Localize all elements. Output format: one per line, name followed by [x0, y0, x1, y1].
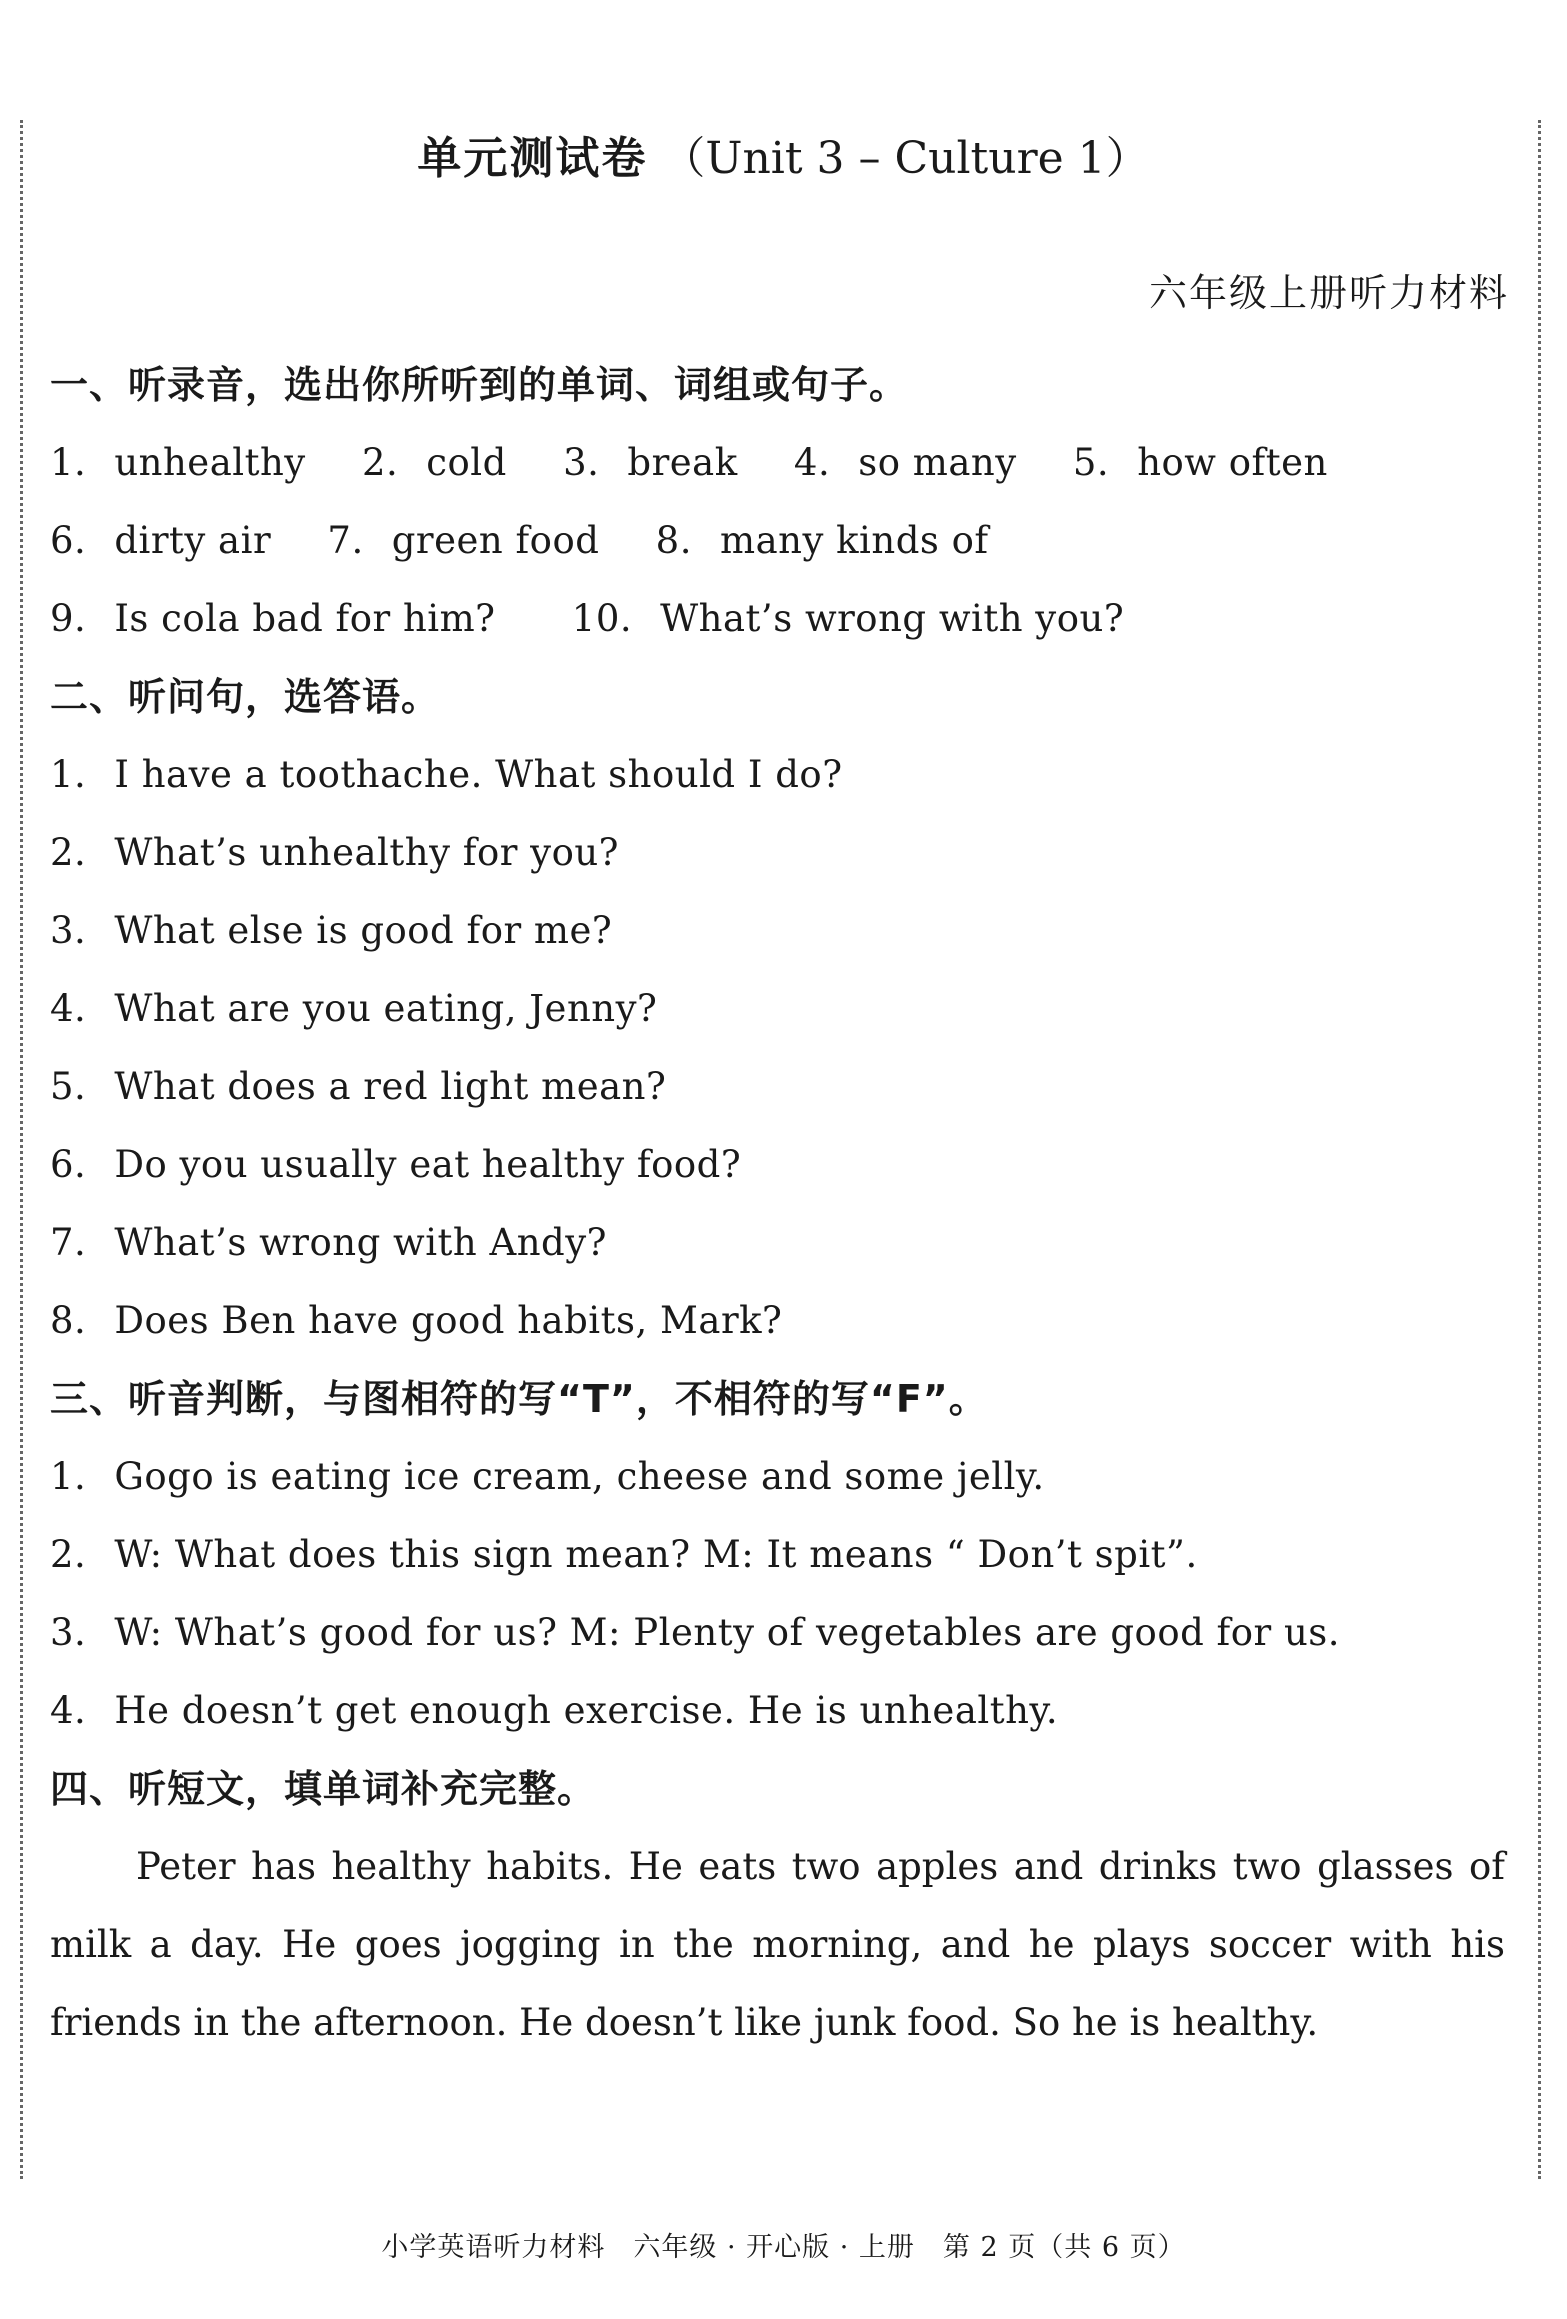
- section-4-heading: 四、听短文，填单词补充完整。: [50, 1767, 597, 1811]
- list-item: 1. unhealthy: [50, 441, 306, 484]
- list-item: 7. What’s wrong with Andy?: [50, 1221, 607, 1264]
- section-2-heading: 二、听问句，选答语。: [50, 675, 441, 719]
- list-item: 2. cold: [361, 441, 507, 484]
- list-item: 6. dirty air: [50, 519, 272, 562]
- list-item: 4. What are you eating, Jenny?: [50, 987, 658, 1030]
- list-item: 1. Gogo is eating ice cream, cheese and some jelly.: [50, 1455, 1045, 1498]
- list-item: 3. W: What’s good for us? M: Plenty of vegetables are good for us.: [50, 1611, 1341, 1654]
- list-item: 8. many kinds of: [655, 519, 989, 562]
- list-item: 1. I have a toothache. What should I do?: [50, 753, 843, 796]
- section-1-row-3: [50, 580, 1510, 658]
- page-footer: 小学英语听力材料 六年级 · 开心版 · 上册 第 2 页（共 6 页）: [381, 2232, 1186, 2263]
- list-item: 5. What does a red light mean?: [50, 1065, 667, 1108]
- section-1-row-2: [50, 502, 1510, 580]
- list-item: 5. how often: [1072, 441, 1328, 484]
- list-item: 10. What’s wrong with you?: [571, 597, 1125, 640]
- list-item: 7. green food: [327, 519, 600, 562]
- list-item: 2. What’s unhealthy for you?: [50, 831, 620, 874]
- list-item: 9. Is cola bad for him?: [50, 597, 496, 640]
- list-item: 4. He doesn’t get enough exercise. He is unhealthy.: [50, 1689, 1059, 1732]
- left-dotted-margin: [20, 120, 23, 2179]
- section-3-heading: 三、听音判断，与图相符的写“T”，不相符的写“F”。: [50, 1377, 988, 1421]
- right-dotted-margin: [1538, 120, 1541, 2179]
- listening-passage: Peter has healthy habits. He eats two apples and drinks two glasses of milk a day. He goes jogging in the morning, and he plays soccer with his friends in the afternoon. He doesn’t like junk food. So he is healthy.: [50, 1845, 1505, 2044]
- list-item: 3. What else is good for me?: [50, 909, 613, 952]
- page-title: [0, 122, 1567, 186]
- list-item: 8. Does Ben have good habits, Mark?: [50, 1299, 783, 1342]
- list-item: 3. break: [563, 441, 738, 484]
- section-1-row-1: [50, 424, 1510, 502]
- title-chinese: 单元测试卷: [417, 133, 648, 184]
- list-item: 6. Do you usually eat healthy food?: [50, 1143, 742, 1186]
- section-1-heading: 一、听录音，选出你所听到的单词、词组或句子。: [50, 363, 909, 407]
- title-unit: （Unit 3 – Culture 1）: [661, 133, 1150, 184]
- list-item: 4. so many: [793, 441, 1017, 484]
- page-subtitle: 六年级上册听力材料: [1148, 271, 1509, 315]
- document-body: [50, 346, 1510, 2062]
- list-item: 2. W: What does this sign mean? M: It means “ Don’t spit”.: [50, 1533, 1198, 1576]
